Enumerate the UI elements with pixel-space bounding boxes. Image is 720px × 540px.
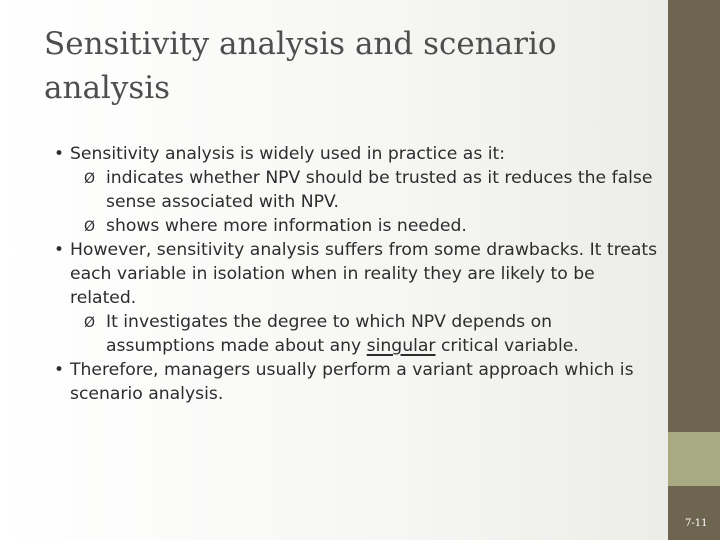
bullet-text: However, sensitivity analysis suffers from some drawbacks. It treats each variable in isolation when in reality they are likely to be related. [70, 240, 658, 308]
sub-bullet-item [50, 214, 660, 238]
sub-bullet-text-end: critical variable. [435, 336, 579, 356]
bullet-icon: • [54, 240, 65, 260]
sub-bullet-text-start: It investigates the degree to which NPV depends on assumptions made about any [106, 312, 552, 356]
side-rail-accent-band [668, 432, 720, 486]
bullet-item [50, 142, 660, 166]
sub-bullet-text: shows where more information is needed. [106, 216, 467, 236]
arrow-bullet-icon: Ø [84, 171, 96, 187]
bullet-item [50, 358, 660, 406]
sub-bullet-item [50, 166, 660, 214]
bullet-text: Therefore, managers usually perform a variant approach which is scenario analysis. [70, 360, 634, 404]
slide-title: Sensitivity analysis and scenario analysis [44, 26, 557, 106]
arrow-bullet-icon: Ø [84, 219, 96, 235]
bullet-text: Sensitivity analysis is widely used in practice as it: [70, 144, 506, 164]
slide-body [50, 142, 660, 406]
bullet-icon: • [54, 144, 65, 164]
sub-bullet-item [50, 310, 660, 358]
page-number: 7-11 [685, 518, 708, 529]
sub-bullet-text: indicates whether NPV should be trusted as it reduces the false sense associated with NPV. [106, 168, 653, 212]
bullet-icon: • [54, 360, 65, 380]
arrow-bullet-icon: Ø [84, 315, 96, 331]
sub-bullet-text [106, 312, 579, 356]
bullet-item [50, 238, 660, 310]
underlined-word: singular [366, 336, 436, 356]
